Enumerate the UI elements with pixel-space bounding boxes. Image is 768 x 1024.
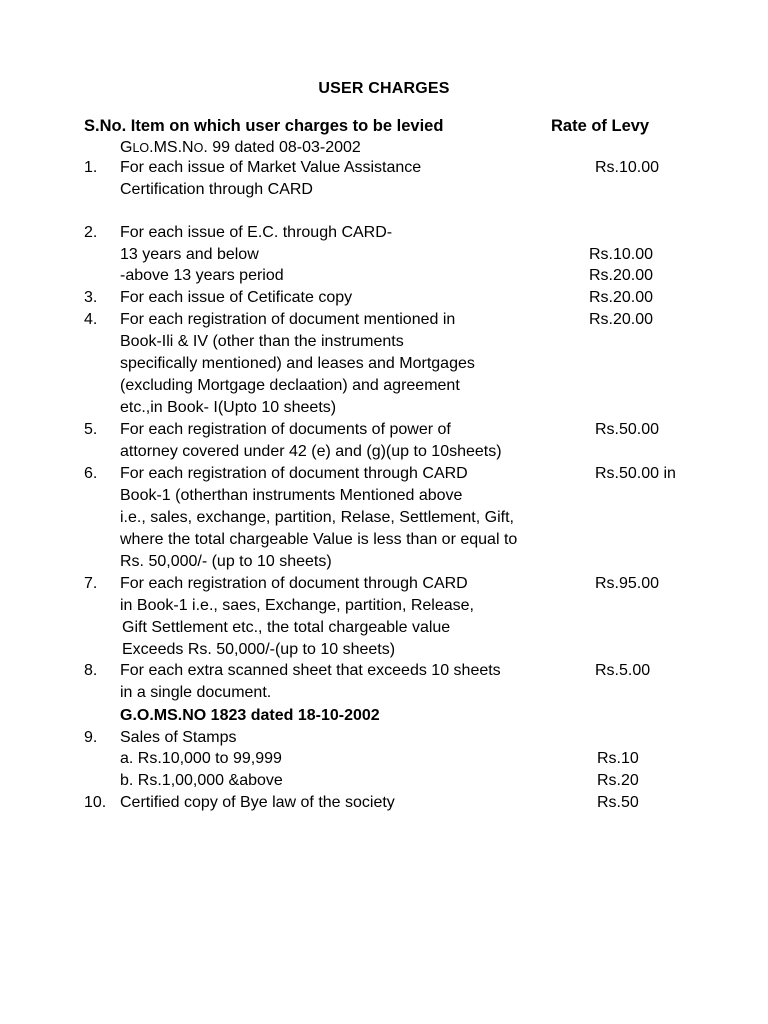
item-number: 8.: [84, 662, 98, 679]
item-number: 9.: [84, 729, 98, 746]
item-text: Certification through CARD: [120, 181, 313, 198]
item-rate: Rs.10.00: [595, 159, 660, 176]
item-rate: Rs.5.00: [595, 662, 651, 679]
item-rate: Rs.10: [597, 750, 639, 767]
item-rate: Rs.20.00: [589, 289, 654, 306]
document-title: USER CHARGES: [318, 80, 450, 97]
item-text: i.e., sales, exchange, partition, Relase, Settlement, Gift,: [120, 509, 514, 526]
item-number: 1.: [84, 159, 98, 176]
item-rate: Rs.50: [597, 794, 639, 811]
item-number: 3.: [84, 289, 98, 306]
item-text: Rs. 50,000/- (up to 10 sheets): [120, 553, 332, 570]
item-text: Book-Ili & IV (other than the instruments: [120, 333, 404, 350]
item-rate: Rs.50.00: [595, 421, 660, 438]
item-text: b. Rs.1,00,000 &above: [120, 772, 283, 789]
item-rate: Rs.10.00: [589, 246, 654, 263]
item-text: a. Rs.10,000 to 99,999: [120, 750, 282, 767]
item-text: etc.,in Book- I(Upto 10 sheets): [120, 399, 337, 416]
item-text: in Book-1 i.e., saes, Exchange, partition, Release,: [120, 597, 474, 614]
item-number: 5.: [84, 421, 98, 438]
item-rate: Rs.50.00 in: [595, 465, 676, 482]
item-number: 6.: [84, 465, 98, 482]
item-text: (excluding Mortgage declaation) and agreement: [120, 377, 460, 394]
column-header-rate: Rate of Levy: [551, 117, 650, 135]
order-reference-2: G.O.MS.NO 1823 dated 18-10-2002: [120, 707, 380, 724]
item-text: specifically mentioned) and leases and Mortgages: [120, 355, 475, 372]
item-text: in a single document.: [120, 684, 272, 701]
item-text: For each registration of document mentioned in: [120, 311, 456, 328]
item-text: For each registration of document through CARD: [120, 575, 468, 592]
item-number: 10.: [84, 794, 107, 811]
item-text: Gift Settlement etc., the total chargeable value: [122, 619, 451, 636]
item-text: attorney covered under 42 (e) and (g)(up to 10sheets): [120, 443, 502, 460]
column-header-item: S.No. Item on which user charges to be levied: [84, 117, 444, 135]
item-rate: Rs.20: [597, 772, 639, 789]
item-text: Book-1 (otherthan instruments Mentioned above: [120, 487, 463, 504]
item-rate: Rs.20.00: [589, 311, 654, 328]
item-text: For each registration of document through CARD: [120, 465, 468, 482]
item-number: 2.: [84, 224, 98, 241]
item-text: where the total chargeable Value is less than or equal to: [120, 531, 518, 548]
order-reference-1: GLO.MS.NO. 99 dated 08-03-2002: [120, 139, 361, 156]
item-text: Exceeds Rs. 50,000/-(up to 10 sheets): [122, 641, 396, 658]
item-rate: Rs.20.00: [589, 267, 654, 284]
item-text: Sales of Stamps: [120, 729, 237, 746]
item-number: 7.: [84, 575, 98, 592]
item-text: For each extra scanned sheet that exceeds 10 sheets: [120, 662, 501, 679]
item-text: For each issue of Cetificate copy: [120, 289, 353, 306]
item-text: Certified copy of Bye law of the society: [120, 794, 395, 811]
item-text: For each issue of Market Value Assistance: [120, 159, 422, 176]
item-number: 4.: [84, 311, 98, 328]
item-rate: Rs.95.00: [595, 575, 660, 592]
item-text: For each issue of E.C. through CARD-: [120, 224, 393, 241]
item-text: -above 13 years period: [120, 267, 284, 284]
item-text: For each registration of documents of power of: [120, 421, 451, 438]
item-text: 13 years and below: [120, 246, 259, 263]
